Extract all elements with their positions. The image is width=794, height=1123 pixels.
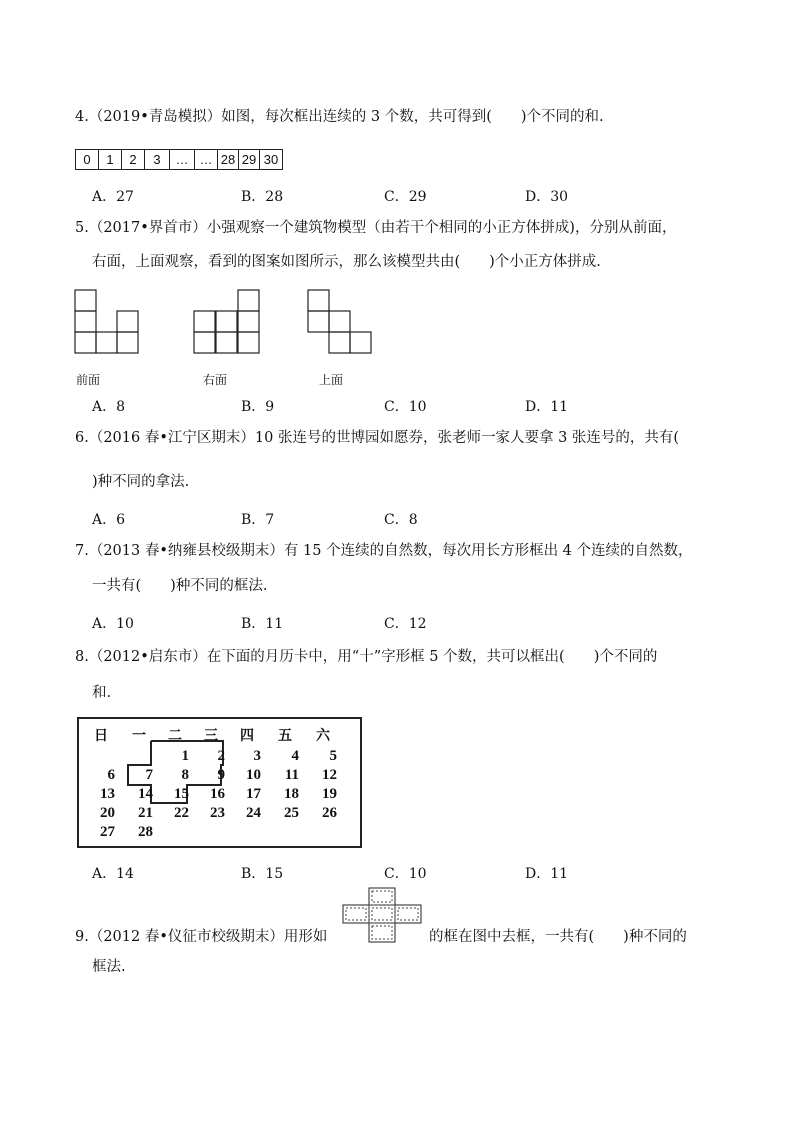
cross-shape-figure (340, 886, 424, 944)
q6-line2: )种不同的拿法. (92, 474, 190, 490)
strip-cell: 29 (239, 150, 260, 169)
calendar-weekday: 三 (204, 728, 218, 744)
q5-option-b: B．9 (241, 399, 275, 415)
calendar-day: 21 (138, 805, 153, 821)
q5-option-c: C．10 (384, 399, 427, 415)
calendar-day: 2 (217, 748, 225, 764)
strip-cell: 0 (76, 150, 99, 169)
q6-option-a: A．6 (92, 512, 126, 528)
calendar-day: 18 (284, 786, 299, 802)
calendar-day: 10 (246, 767, 261, 783)
right-view (194, 290, 259, 353)
strip-cell: 3 (145, 150, 170, 169)
calendar-day: 9 (217, 767, 225, 783)
label-top: 上面 (319, 373, 344, 387)
cube-views (70, 285, 390, 360)
strip-cell: … (170, 150, 195, 169)
q8-line2: 和. (92, 685, 112, 701)
calendar-weekday: 日 (94, 728, 108, 744)
q8-option-b: B．15 (241, 866, 284, 882)
calendar-day: 28 (138, 824, 153, 840)
calendar-day: 16 (210, 786, 225, 802)
strip-cell: … (195, 150, 218, 169)
q7-line1: 7.（2013 春•纳雍县校级期末）有 15 个连续的自然数，每次用长方形框出 4 个连续的自然数， (75, 543, 693, 559)
calendar-day: 23 (210, 805, 225, 821)
q4-text: 4.（2019•青岛模拟）如图，每次框出连续的 3 个数，共可得到( )个不同的和. (75, 109, 604, 125)
number-strip (75, 149, 283, 170)
calendar-weekday: 二 (168, 728, 182, 744)
calendar-day: 13 (100, 786, 115, 802)
q8-line1: 8.（2012•启东市）在下面的月历卡中，用“十”字形框 5 个数，共可以框出( )个不同的 (75, 649, 658, 665)
front-view (75, 290, 138, 353)
q7-option-a: A．10 (92, 616, 134, 632)
q6-option-c: C．8 (384, 512, 418, 528)
q9-line1-end: 的框在图中去框，一共有( )种不同的 (429, 929, 687, 945)
calendar-weekday: 六 (316, 728, 330, 744)
calendar-weekday: 五 (278, 728, 292, 744)
calendar-day: 6 (107, 767, 115, 783)
top-view (308, 290, 371, 353)
q8-option-c: C．10 (384, 866, 427, 882)
q7-option-b: B．11 (241, 616, 284, 632)
calendar-weekday: 一 (132, 728, 146, 744)
q5-option-d: D．11 (525, 399, 569, 415)
calendar-day: 22 (174, 805, 189, 821)
calendar-card (77, 717, 362, 848)
q7-line2: 一共有( )种不同的框法. (92, 578, 268, 594)
q4-option-b: B．28 (241, 189, 284, 205)
calendar-day: 12 (322, 767, 337, 783)
calendar-day: 11 (284, 767, 299, 783)
q4-option-c: C．29 (384, 189, 427, 205)
q5-line1: 5.（2017•界首市）小强观察一个建筑物模型（由若干个相同的小正方体拼成)，分别从前面， (75, 220, 677, 236)
calendar-day: 19 (322, 786, 337, 802)
strip-cell: 2 (122, 150, 145, 169)
q6-option-b: B．7 (241, 512, 275, 528)
q8-option-d: D．11 (525, 866, 569, 882)
q5-line2: 右面，上面观察，看到的图案如图所示，那么该模型共由( )个小正方体拼成. (92, 254, 601, 270)
q4-option-a: A．27 (92, 189, 134, 205)
strip-cell: 28 (218, 150, 239, 169)
calendar-weekday: 四 (240, 728, 254, 744)
q9-line1-start: 9.（2012 春•仪征市校级期末）用形如 (75, 929, 328, 945)
calendar-day: 24 (246, 805, 261, 821)
strip-cell: 30 (263, 152, 279, 167)
calendar-day: 1 (181, 748, 189, 764)
q7-option-c: C．12 (384, 616, 427, 632)
calendar-day: 14 (138, 786, 153, 802)
q9-line2: 框法. (92, 959, 126, 975)
calendar-day: 27 (100, 824, 115, 840)
calendar-day: 20 (100, 805, 115, 821)
calendar-day: 15 (174, 786, 189, 802)
q6-line1: 6.（2016 春•江宁区期末）10 张连号的世博园如愿券，张老师一家人要拿 3 张连号的，共有( (75, 430, 680, 446)
calendar-day: 4 (291, 748, 299, 764)
q5-option-a: A．8 (92, 399, 126, 415)
calendar-day: 5 (329, 748, 337, 764)
calendar-day: 7 (145, 767, 153, 783)
label-front: 前面 (76, 373, 101, 387)
calendar-day: 3 (253, 748, 261, 764)
q4-option-d: D．30 (525, 189, 569, 205)
label-right: 右面 (203, 373, 228, 387)
strip-cell: 1 (99, 150, 122, 169)
calendar-day: 17 (246, 786, 261, 802)
calendar-day: 25 (284, 805, 299, 821)
calendar-day: 26 (322, 805, 337, 821)
q8-option-a: A．14 (92, 866, 134, 882)
calendar-day: 8 (181, 767, 189, 783)
